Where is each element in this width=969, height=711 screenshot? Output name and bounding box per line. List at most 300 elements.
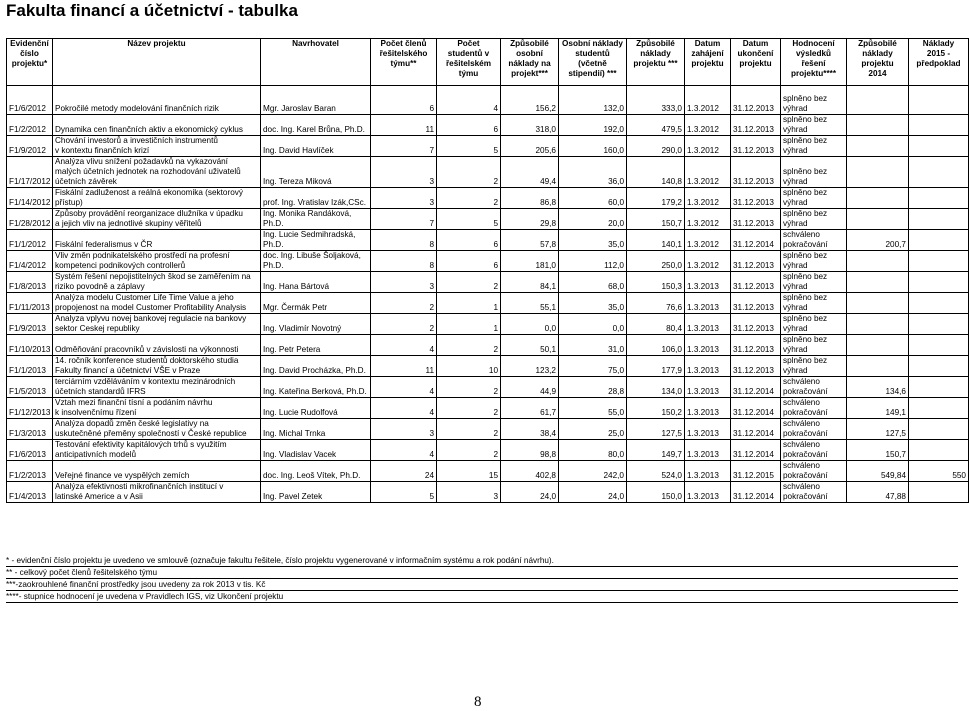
cell-evaluation: splněno bez výhrad xyxy=(781,157,847,188)
cell-id: F1/10/2013 xyxy=(7,335,53,356)
cell-start-date: 1.3.2013 xyxy=(685,419,731,440)
cell-id: F1/9/2013 xyxy=(7,314,53,335)
cell-costs-2015 xyxy=(909,293,969,314)
cell-proposer: Ing. David Procházka, Ph.D. xyxy=(261,356,371,377)
table-row xyxy=(7,377,969,398)
cell-evaluation: splněno bez výhrad xyxy=(781,188,847,209)
cell-start-date: 1.3.2013 xyxy=(685,482,731,503)
header-students: Počet studentů v řešitelském týmu xyxy=(437,39,501,86)
cell-members: 2 xyxy=(371,293,437,314)
cell-personal-costs: 402,8 xyxy=(501,461,559,482)
header-evaluation: Hodnocení výsledků řešení projektu**** xyxy=(781,39,847,86)
cell-evaluation: splněno bez výhrad xyxy=(781,314,847,335)
cell-personal-costs: 61,7 xyxy=(501,398,559,419)
header-row xyxy=(7,39,969,86)
cell-costs-2014 xyxy=(847,115,909,136)
cell-costs-2015 xyxy=(909,440,969,461)
cell-name: Systém řešení nepojistitelných škod se zaměřením na riziko povodně a záplavy xyxy=(53,272,261,293)
cell-name: Fiskální zadluženost a reálná ekonomika (sektorový přístup) xyxy=(53,188,261,209)
cell-student-costs: 20,0 xyxy=(559,209,627,230)
cell-students: 2 xyxy=(437,188,501,209)
cell-eligible-costs: 177,9 xyxy=(627,356,685,377)
cell-name: Vliv změn podnikatelského prostředí na profesní kompetenci podnikových controllerů xyxy=(53,251,261,272)
cell-proposer: Ing. David Havlíček xyxy=(261,136,371,157)
cell-personal-costs: 86,8 xyxy=(501,188,559,209)
cell-id: F1/4/2012 xyxy=(7,251,53,272)
cell-end-date: 31.12.2014 xyxy=(731,230,781,251)
page-title: Fakulta financí a účetnictví - tabulka xyxy=(6,1,298,20)
cell-id: F1/14/2012 xyxy=(7,188,53,209)
table-row xyxy=(7,272,969,293)
header-id: Evidenční číslo projektu* xyxy=(7,39,53,86)
cell-end-date: 31.12.2014 xyxy=(731,398,781,419)
table-row xyxy=(7,314,969,335)
cell-students: 2 xyxy=(437,377,501,398)
cell-id: F1/1/2013 xyxy=(7,356,53,377)
cell-costs-2015 xyxy=(909,136,969,157)
header-start-date: Datum zahájení projektu xyxy=(685,39,731,86)
table-row xyxy=(7,251,969,272)
cell-costs-2015 xyxy=(909,419,969,440)
cell-proposer: Ing. Vladislav Vacek xyxy=(261,440,371,461)
cell-students: 6 xyxy=(437,115,501,136)
cell-costs-2014 xyxy=(847,188,909,209)
cell-members: 4 xyxy=(371,377,437,398)
cell-start-date: 1.3.2012 xyxy=(685,115,731,136)
cell-id: F1/3/2013 xyxy=(7,419,53,440)
table-row xyxy=(7,94,969,115)
cell-members: 8 xyxy=(371,251,437,272)
cell-id: F1/6/2012 xyxy=(7,94,53,115)
cell-id: F1/17/2012 xyxy=(7,157,53,188)
cell-students: 1 xyxy=(437,293,501,314)
cell-eligible-costs: 134,0 xyxy=(627,377,685,398)
table-row xyxy=(7,293,969,314)
cell-student-costs: 55,0 xyxy=(559,398,627,419)
cell-members: 11 xyxy=(371,356,437,377)
cell-personal-costs: 156,2 xyxy=(501,94,559,115)
table-row xyxy=(7,115,969,136)
cell-costs-2015: 550 xyxy=(909,461,969,482)
footnote: ****- stupnice hodnocení je uvedena v Pravidlech IGS, viz Ukončení projektu xyxy=(6,591,958,603)
cell-proposer: Ing. Pavel Zetek xyxy=(261,482,371,503)
cell-students: 6 xyxy=(437,251,501,272)
cell-students: 2 xyxy=(437,419,501,440)
cell-costs-2014: 47,88 xyxy=(847,482,909,503)
footnote: ***-zaokrouhlené finanční prostředky jsou uvedeny za rok 2013 v tis. Kč xyxy=(6,579,958,591)
cell-id: F1/28/2012 xyxy=(7,209,53,230)
table-row xyxy=(7,356,969,377)
cell-start-date: 1.3.2012 xyxy=(685,251,731,272)
cell-members: 24 xyxy=(371,461,437,482)
cell-id: F1/12/2013 xyxy=(7,398,53,419)
cell-members: 7 xyxy=(371,209,437,230)
cell-personal-costs: 55,1 xyxy=(501,293,559,314)
cell-personal-costs: 318,0 xyxy=(501,115,559,136)
cell-members: 6 xyxy=(371,94,437,115)
cell-start-date: 1.3.2012 xyxy=(685,136,731,157)
cell-end-date: 31.12.2013 xyxy=(731,293,781,314)
cell-costs-2014 xyxy=(847,94,909,115)
cell-name: Dynamika cen finančních aktiv a ekonomický cyklus xyxy=(53,115,261,136)
spacer-cell xyxy=(781,86,847,95)
cell-costs-2015 xyxy=(909,335,969,356)
table-row xyxy=(7,136,969,157)
cell-evaluation: splněno bez výhrad xyxy=(781,209,847,230)
cell-students: 2 xyxy=(437,335,501,356)
cell-evaluation: schváleno pokračování xyxy=(781,230,847,251)
cell-members: 3 xyxy=(371,272,437,293)
cell-costs-2015 xyxy=(909,314,969,335)
cell-members: 3 xyxy=(371,157,437,188)
cell-costs-2014 xyxy=(847,209,909,230)
cell-proposer: Ing. Tereza Miková xyxy=(261,157,371,188)
cell-eligible-costs: 250,0 xyxy=(627,251,685,272)
cell-student-costs: 60,0 xyxy=(559,188,627,209)
spacer-cell xyxy=(501,86,559,95)
cell-members: 8 xyxy=(371,230,437,251)
cell-student-costs: 80,0 xyxy=(559,440,627,461)
cell-costs-2015 xyxy=(909,209,969,230)
cell-start-date: 1.3.2013 xyxy=(685,314,731,335)
cell-id: F1/2/2013 xyxy=(7,461,53,482)
cell-costs-2014: 149,1 xyxy=(847,398,909,419)
cell-end-date: 31.12.2013 xyxy=(731,356,781,377)
table-row xyxy=(7,398,969,419)
cell-students: 5 xyxy=(437,209,501,230)
cell-personal-costs: 49,4 xyxy=(501,157,559,188)
projects-table xyxy=(6,38,969,503)
cell-costs-2014: 549,84 xyxy=(847,461,909,482)
spacer-cell xyxy=(847,86,909,95)
spacer-cell xyxy=(53,86,261,95)
cell-members: 3 xyxy=(371,188,437,209)
cell-personal-costs: 57,8 xyxy=(501,230,559,251)
cell-student-costs: 36,0 xyxy=(559,157,627,188)
cell-personal-costs: 181,0 xyxy=(501,251,559,272)
cell-evaluation: schváleno pokračování xyxy=(781,482,847,503)
cell-evaluation: splněno bez výhrad xyxy=(781,272,847,293)
cell-evaluation: splněno bez výhrad xyxy=(781,335,847,356)
cell-costs-2015 xyxy=(909,377,969,398)
cell-student-costs: 112,0 xyxy=(559,251,627,272)
cell-eligible-costs: 127,5 xyxy=(627,419,685,440)
cell-evaluation: schváleno pokračování xyxy=(781,419,847,440)
cell-members: 4 xyxy=(371,440,437,461)
spacer-cell xyxy=(437,86,501,95)
cell-proposer: Mgr. Čermák Petr xyxy=(261,293,371,314)
cell-id: F1/4/2013 xyxy=(7,482,53,503)
cell-costs-2014 xyxy=(847,356,909,377)
cell-costs-2014 xyxy=(847,157,909,188)
cell-name: Způsoby provádění reorganizace dlužníka v úpadku a jejich vliv na jednotlivé skupiny věřitelů xyxy=(53,209,261,230)
cell-name: Veřejné finance ve vyspělých zemích xyxy=(53,461,261,482)
cell-student-costs: 35,0 xyxy=(559,230,627,251)
header-members: Počet členů řešitelského týmu** xyxy=(371,39,437,86)
cell-costs-2014: 127,5 xyxy=(847,419,909,440)
cell-student-costs: 160,0 xyxy=(559,136,627,157)
cell-proposer: Ing. Michal Trnka xyxy=(261,419,371,440)
cell-costs-2014: 134,6 xyxy=(847,377,909,398)
cell-evaluation: splněno bez výhrad xyxy=(781,293,847,314)
header-name: Název projektu xyxy=(53,39,261,86)
cell-evaluation: splněno bez výhrad xyxy=(781,115,847,136)
cell-student-costs: 75,0 xyxy=(559,356,627,377)
cell-proposer: Ing. Vladimír Novotný xyxy=(261,314,371,335)
spacer-cell xyxy=(559,86,627,95)
cell-eligible-costs: 76,6 xyxy=(627,293,685,314)
header-eligible-costs: Způsobilé náklady projektu *** xyxy=(627,39,685,86)
cell-end-date: 31.12.2013 xyxy=(731,136,781,157)
cell-end-date: 31.12.2014 xyxy=(731,377,781,398)
spacer-cell xyxy=(627,86,685,95)
cell-id: F1/11/2013 xyxy=(7,293,53,314)
cell-end-date: 31.12.2013 xyxy=(731,272,781,293)
cell-proposer: Ing. Petr Petera xyxy=(261,335,371,356)
cell-members: 4 xyxy=(371,398,437,419)
cell-members: 7 xyxy=(371,136,437,157)
cell-eligible-costs: 106,0 xyxy=(627,335,685,356)
cell-student-costs: 68,0 xyxy=(559,272,627,293)
cell-end-date: 31.12.2014 xyxy=(731,440,781,461)
cell-name: Odměňování pracovníků v závislosti na výkonnosti xyxy=(53,335,261,356)
cell-end-date: 31.12.2013 xyxy=(731,335,781,356)
footnotes xyxy=(6,555,958,603)
cell-end-date: 31.12.2013 xyxy=(731,314,781,335)
cell-students: 1 xyxy=(437,314,501,335)
cell-proposer: doc. Ing. Libuše Šoljaková, Ph.D. xyxy=(261,251,371,272)
page-number: 8 xyxy=(474,694,482,710)
cell-end-date: 31.12.2015 xyxy=(731,461,781,482)
cell-costs-2015 xyxy=(909,157,969,188)
header-costs-2015: Náklady 2015 - předpoklad xyxy=(909,39,969,86)
cell-evaluation: schváleno pokračování xyxy=(781,461,847,482)
cell-personal-costs: 84,1 xyxy=(501,272,559,293)
cell-start-date: 1.3.2013 xyxy=(685,272,731,293)
cell-costs-2015 xyxy=(909,188,969,209)
cell-start-date: 1.3.2013 xyxy=(685,377,731,398)
cell-name: 14. ročník konference studentů doktorského studia Fakulty financí a účetnictví VŠE v Praze xyxy=(53,356,261,377)
cell-end-date: 31.12.2014 xyxy=(731,482,781,503)
cell-eligible-costs: 179,2 xyxy=(627,188,685,209)
cell-evaluation: schváleno pokračování xyxy=(781,398,847,419)
cell-name: Analýza efektivnosti mikrofinančních institucí v latinské Americe a v Asii xyxy=(53,482,261,503)
cell-start-date: 1.3.2013 xyxy=(685,440,731,461)
cell-costs-2015 xyxy=(909,482,969,503)
table-row xyxy=(7,335,969,356)
header-costs-2014: Způsobilé náklady projektu 2014 xyxy=(847,39,909,86)
cell-personal-costs: 50,1 xyxy=(501,335,559,356)
cell-costs-2014 xyxy=(847,335,909,356)
spacer-cell xyxy=(685,86,731,95)
cell-eligible-costs: 333,0 xyxy=(627,94,685,115)
cell-student-costs: 28,8 xyxy=(559,377,627,398)
cell-end-date: 31.12.2014 xyxy=(731,419,781,440)
cell-eligible-costs: 150,2 xyxy=(627,398,685,419)
cell-costs-2015 xyxy=(909,115,969,136)
cell-costs-2015 xyxy=(909,94,969,115)
cell-eligible-costs: 150,7 xyxy=(627,209,685,230)
cell-evaluation: schváleno pokračování xyxy=(781,377,847,398)
cell-eligible-costs: 140,1 xyxy=(627,230,685,251)
cell-costs-2014 xyxy=(847,251,909,272)
cell-start-date: 1.3.2013 xyxy=(685,293,731,314)
cell-id: F1/5/2013 xyxy=(7,377,53,398)
cell-costs-2015 xyxy=(909,356,969,377)
cell-student-costs: 242,0 xyxy=(559,461,627,482)
cell-members: 4 xyxy=(371,335,437,356)
cell-personal-costs: 44,9 xyxy=(501,377,559,398)
cell-costs-2014 xyxy=(847,293,909,314)
cell-id: F1/9/2012 xyxy=(7,136,53,157)
spacer-cell xyxy=(261,86,371,95)
cell-personal-costs: 29,8 xyxy=(501,209,559,230)
cell-students: 5 xyxy=(437,136,501,157)
cell-costs-2015 xyxy=(909,251,969,272)
cell-personal-costs: 205,6 xyxy=(501,136,559,157)
cell-eligible-costs: 290,0 xyxy=(627,136,685,157)
cell-evaluation: splněno bez výhrad xyxy=(781,136,847,157)
footnote: * - evidenční číslo projektu je uvedeno ve smlouvě (označuje fakultu řešitele, číslo projektu vygenerované v informačním systému a rok podání návrhu). xyxy=(6,555,958,567)
cell-student-costs: 31,0 xyxy=(559,335,627,356)
cell-evaluation: splněno bez výhrad xyxy=(781,251,847,272)
table-row xyxy=(7,157,969,188)
cell-personal-costs: 38,4 xyxy=(501,419,559,440)
cell-students: 3 xyxy=(437,482,501,503)
cell-evaluation: splněno bez výhrad xyxy=(781,356,847,377)
cell-end-date: 31.12.2013 xyxy=(731,209,781,230)
cell-evaluation: splněno bez výhrad xyxy=(781,94,847,115)
table-row xyxy=(7,188,969,209)
cell-name: Chování investorů a investičních instrumentů v kontextu finančních krizí xyxy=(53,136,261,157)
cell-students: 2 xyxy=(437,398,501,419)
cell-id: F1/1/2012 xyxy=(7,230,53,251)
table-row xyxy=(7,440,969,461)
cell-start-date: 1.3.2012 xyxy=(685,157,731,188)
cell-proposer: Ing. Kateřina Berková, Ph.D. xyxy=(261,377,371,398)
table-body xyxy=(7,86,969,503)
cell-costs-2014: 200,7 xyxy=(847,230,909,251)
cell-name: Analyza vplyvu novej bankovej regulacie na bankovy sektor Ceskej republiky xyxy=(53,314,261,335)
cell-personal-costs: 98,8 xyxy=(501,440,559,461)
cell-student-costs: 192,0 xyxy=(559,115,627,136)
cell-evaluation: schváleno pokračování xyxy=(781,440,847,461)
cell-start-date: 1.3.2012 xyxy=(685,209,731,230)
table-row xyxy=(7,419,969,440)
cell-proposer: Ing. Monika Randáková, Ph.D. xyxy=(261,209,371,230)
cell-eligible-costs: 149,7 xyxy=(627,440,685,461)
table-row xyxy=(7,482,969,503)
cell-student-costs: 132,0 xyxy=(559,94,627,115)
cell-costs-2014: 150,7 xyxy=(847,440,909,461)
header-personal-costs: Způsobilé osobní náklady na projekt*** xyxy=(501,39,559,86)
cell-end-date: 31.12.2013 xyxy=(731,115,781,136)
cell-members: 11 xyxy=(371,115,437,136)
cell-personal-costs: 123,2 xyxy=(501,356,559,377)
cell-start-date: 1.3.2013 xyxy=(685,335,731,356)
cell-costs-2014 xyxy=(847,314,909,335)
table-row xyxy=(7,209,969,230)
spacer-cell xyxy=(909,86,969,95)
cell-name: Analýza vlivu snížení požadavků na vykazování malých účetních jednotek na rozhodování uživatelů účetních závěrek xyxy=(53,157,261,188)
cell-students: 2 xyxy=(437,440,501,461)
cell-proposer: Ing. Hana Bártová xyxy=(261,272,371,293)
cell-id: F1/2/2012 xyxy=(7,115,53,136)
cell-name: Analýza dopadů změn české legislativy na uskutečněné přeměny společností v České republice xyxy=(53,419,261,440)
cell-proposer: Mgr. Jaroslav Baran xyxy=(261,94,371,115)
cell-eligible-costs: 80,4 xyxy=(627,314,685,335)
cell-members: 2 xyxy=(371,314,437,335)
cell-members: 3 xyxy=(371,419,437,440)
cell-start-date: 1.3.2012 xyxy=(685,230,731,251)
cell-end-date: 31.12.2013 xyxy=(731,188,781,209)
spacer-cell xyxy=(371,86,437,95)
cell-eligible-costs: 479,5 xyxy=(627,115,685,136)
cell-costs-2014 xyxy=(847,136,909,157)
cell-students: 6 xyxy=(437,230,501,251)
cell-name: Pokročilé metody modelování finančních rizik xyxy=(53,94,261,115)
cell-eligible-costs: 150,0 xyxy=(627,482,685,503)
cell-end-date: 31.12.2013 xyxy=(731,94,781,115)
cell-student-costs: 25,0 xyxy=(559,419,627,440)
table-row xyxy=(7,461,969,482)
cell-student-costs: 35,0 xyxy=(559,293,627,314)
cell-proposer: doc. Ing. Karel Brůna, Ph.D. xyxy=(261,115,371,136)
cell-eligible-costs: 150,3 xyxy=(627,272,685,293)
cell-start-date: 1.3.2013 xyxy=(685,356,731,377)
cell-proposer: doc. Ing. Leoš Vítek, Ph.D. xyxy=(261,461,371,482)
cell-student-costs: 24,0 xyxy=(559,482,627,503)
cell-students: 10 xyxy=(437,356,501,377)
cell-costs-2015 xyxy=(909,230,969,251)
cell-personal-costs: 24,0 xyxy=(501,482,559,503)
cell-eligible-costs: 140,8 xyxy=(627,157,685,188)
footnote: ** - celkový počet členů řešitelského týmu xyxy=(6,567,958,579)
cell-name: Vztah mezi finanční tísní a podáním návrhu k insolvenčnímu řízení xyxy=(53,398,261,419)
cell-costs-2015 xyxy=(909,398,969,419)
cell-end-date: 31.12.2013 xyxy=(731,251,781,272)
cell-id: F1/8/2013 xyxy=(7,272,53,293)
cell-students: 15 xyxy=(437,461,501,482)
cell-name: Fiskální federalismus v ČR xyxy=(53,230,261,251)
cell-students: 4 xyxy=(437,94,501,115)
header-proposer: Navrhovatel xyxy=(261,39,371,86)
cell-members: 5 xyxy=(371,482,437,503)
cell-proposer: Ing. Lucie Sedmihradská, Ph.D. xyxy=(261,230,371,251)
spacer-cell xyxy=(731,86,781,95)
cell-students: 2 xyxy=(437,157,501,188)
cell-end-date: 31.12.2013 xyxy=(731,157,781,188)
cell-costs-2015 xyxy=(909,272,969,293)
spacer-row xyxy=(7,86,969,95)
cell-eligible-costs: 524,0 xyxy=(627,461,685,482)
cell-id: F1/6/2013 xyxy=(7,440,53,461)
cell-name: Analýza modelu Customer Life Time Value a jeho propojenost na model Customer Profitability Analysis xyxy=(53,293,261,314)
cell-name: terciárním vzděláváním v kontextu mezinárodních účetních standardů IFRS xyxy=(53,377,261,398)
cell-start-date: 1.3.2012 xyxy=(685,94,731,115)
cell-proposer: Ing. Lucie Rudolfová xyxy=(261,398,371,419)
cell-personal-costs: 0,0 xyxy=(501,314,559,335)
cell-costs-2014 xyxy=(847,272,909,293)
header-student-costs: Osobní náklady studentů (včetně stipendií) *** xyxy=(559,39,627,86)
spacer-cell xyxy=(7,86,53,95)
header-end-date: Datum ukončení projektu xyxy=(731,39,781,86)
cell-student-costs: 0,0 xyxy=(559,314,627,335)
cell-start-date: 1.3.2013 xyxy=(685,461,731,482)
cell-start-date: 1.3.2012 xyxy=(685,188,731,209)
cell-start-date: 1.3.2013 xyxy=(685,398,731,419)
cell-name: Testování efektivity kapitálových trhů s využitím anticipativních modelů xyxy=(53,440,261,461)
